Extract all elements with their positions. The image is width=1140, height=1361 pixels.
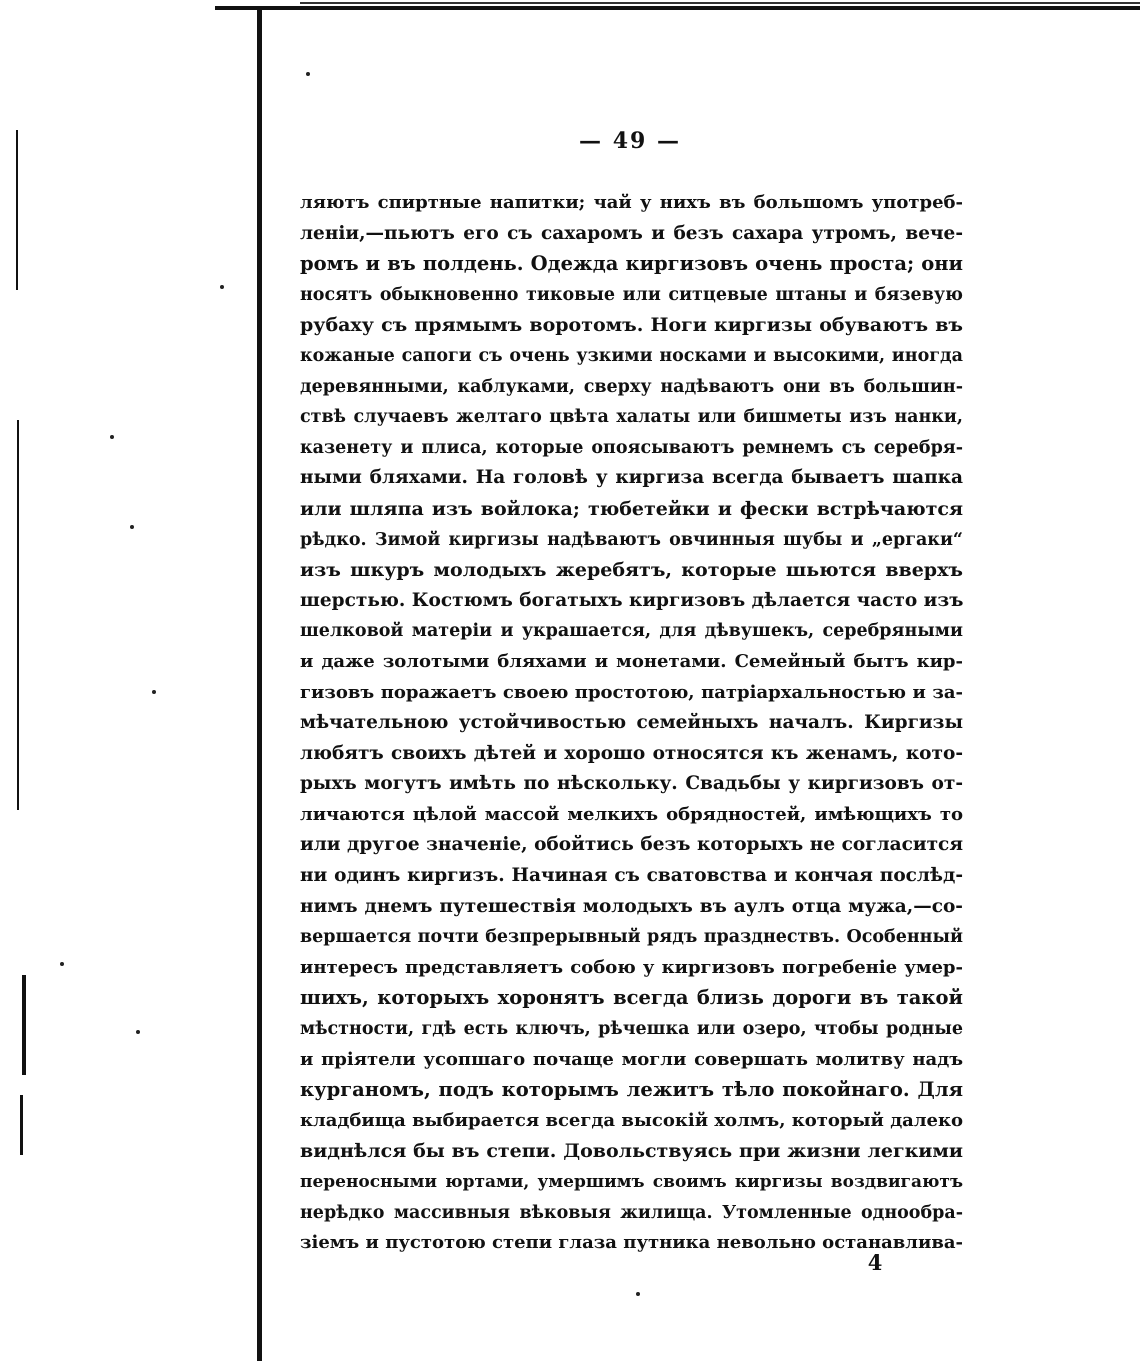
text-line: ными бляхами. На головѣ у киргиза всегда бываетъ шапка [300, 467, 963, 489]
scan-speck [220, 285, 224, 289]
text-line: шелковой матеріи и украшается, для дѣвушекъ, серебряными [300, 621, 963, 642]
scan-speck [110, 435, 114, 439]
left-margin-mark [16, 130, 18, 290]
text-line: переносными юртами, умершимъ своимъ киргизы воздвигаютъ [300, 1172, 963, 1192]
text-line: рубаху съ прямымъ воротомъ. Ноги киргизы обуваютъ въ [300, 314, 963, 337]
text-line: рѣдко. Зимой киргизы надѣваютъ овчинныя шубы и „ергаки“ [300, 529, 963, 550]
text-line: ни одинъ киргизъ. Начиная съ сватовства и кончая послѣд- [300, 865, 963, 887]
text-line: зіемъ и пустотою степи глаза путника невольно останавлива- [300, 1232, 963, 1254]
scan-speck [60, 962, 64, 966]
text-line: леніи,—пьютъ его съ сахаромъ и безъ сахара утромъ, вече- [300, 222, 963, 244]
scan-speck [306, 72, 310, 76]
text-line: или другое значеніе, обойтись безъ которыхъ не согласится [300, 834, 963, 856]
text-line: интересъ представляетъ собою у киргизовъ погребеніе умер- [300, 956, 963, 978]
left-margin-mark [17, 420, 19, 810]
text-line: ромъ и въ полдень. Одежда киргизовъ очень проста; они [300, 252, 963, 276]
left-margin-mark [20, 1095, 23, 1155]
text-line: кожаные сапоги съ очень узкими носками и высокими, иногда [300, 345, 963, 366]
text-line: гизовъ поражаетъ своею простотою, патріархальностью и за- [300, 681, 963, 703]
text-line: мѣчательною устойчивостью семейныхъ началъ. Киргизы [300, 712, 963, 734]
text-line: изъ шкуръ молодыхъ жеребятъ, которые шьются вверхъ [300, 559, 963, 582]
top-edge-rule [215, 6, 1140, 10]
page-number: — 49 — [579, 128, 681, 154]
text-line: рыхъ могутъ имѣть по нѣскольку. Свадьбы у киргизовъ от- [300, 773, 963, 795]
text-line: виднѣлся бы въ степи. Довольствуясь при жизни легкими [300, 1140, 963, 1163]
text-line: или шляпа изъ войлока; тюбетейки и фески встрѣчаются [300, 497, 963, 520]
text-line: мѣстности, гдѣ есть ключъ, рѣчешка или озеро, чтобы родные [300, 1019, 963, 1040]
text-line: любятъ своихъ дѣтей и хорошо относятся къ женамъ, кото- [300, 742, 963, 764]
left-margin-mark [22, 975, 26, 1075]
signature-mark: 4 [867, 1250, 883, 1275]
text-line: нерѣдко массивныя вѣковыя жилища. Утомленные однообра- [300, 1202, 963, 1223]
text-line: казенету и плиса, которые опоясываютъ ремнемъ съ серебря- [300, 437, 963, 458]
scan-speck [152, 690, 156, 694]
scan-speck [130, 525, 134, 529]
text-line: шихъ, которыхъ хоронятъ всегда близь дороги въ такой [300, 986, 963, 1010]
body-text [300, 188, 963, 1259]
text-line: кладбища выбирается всегда высокій холмъ, который далеко [300, 1109, 963, 1131]
text-line: ствѣ случаевъ желтаго цвѣта халаты или бишметы изъ нанки, [300, 407, 963, 428]
scan-speck [136, 1030, 140, 1034]
text-line: вершается почти безпрерывный рядъ празднествъ. Особенный [300, 927, 963, 948]
text-line: носятъ обыкновенно тиковые или ситцевые штаны и бязевую [300, 284, 963, 305]
text-line: ляютъ спиртные напитки; чай у нихъ въ большомъ употреб- [300, 192, 963, 213]
text-line: личаются цѣлой массой мелкихъ обрядностей, имѣющихъ то [300, 803, 963, 825]
scan-speck [636, 1292, 640, 1296]
text-line: и пріятели усопшаго почаще могли совершать молитву надъ [300, 1048, 963, 1070]
text-line: шерстью. Костюмъ богатыхъ киргизовъ дѣлается часто изъ [300, 589, 963, 611]
text-line: деревянными, каблуками, сверху надѣваютъ они въ большин- [300, 376, 963, 397]
top-edge-shadow [300, 2, 1140, 4]
text-line: и даже золотыми бляхами и монетами. Семейный бытъ кир- [300, 650, 963, 672]
binding-edge-line [257, 8, 262, 1361]
text-line: нимъ днемъ путешествія молодыхъ въ аулъ отца мужа,—со- [300, 895, 963, 917]
text-line: курганомъ, подъ которымъ лежитъ тѣло покойнаго. Для [300, 1078, 963, 1102]
